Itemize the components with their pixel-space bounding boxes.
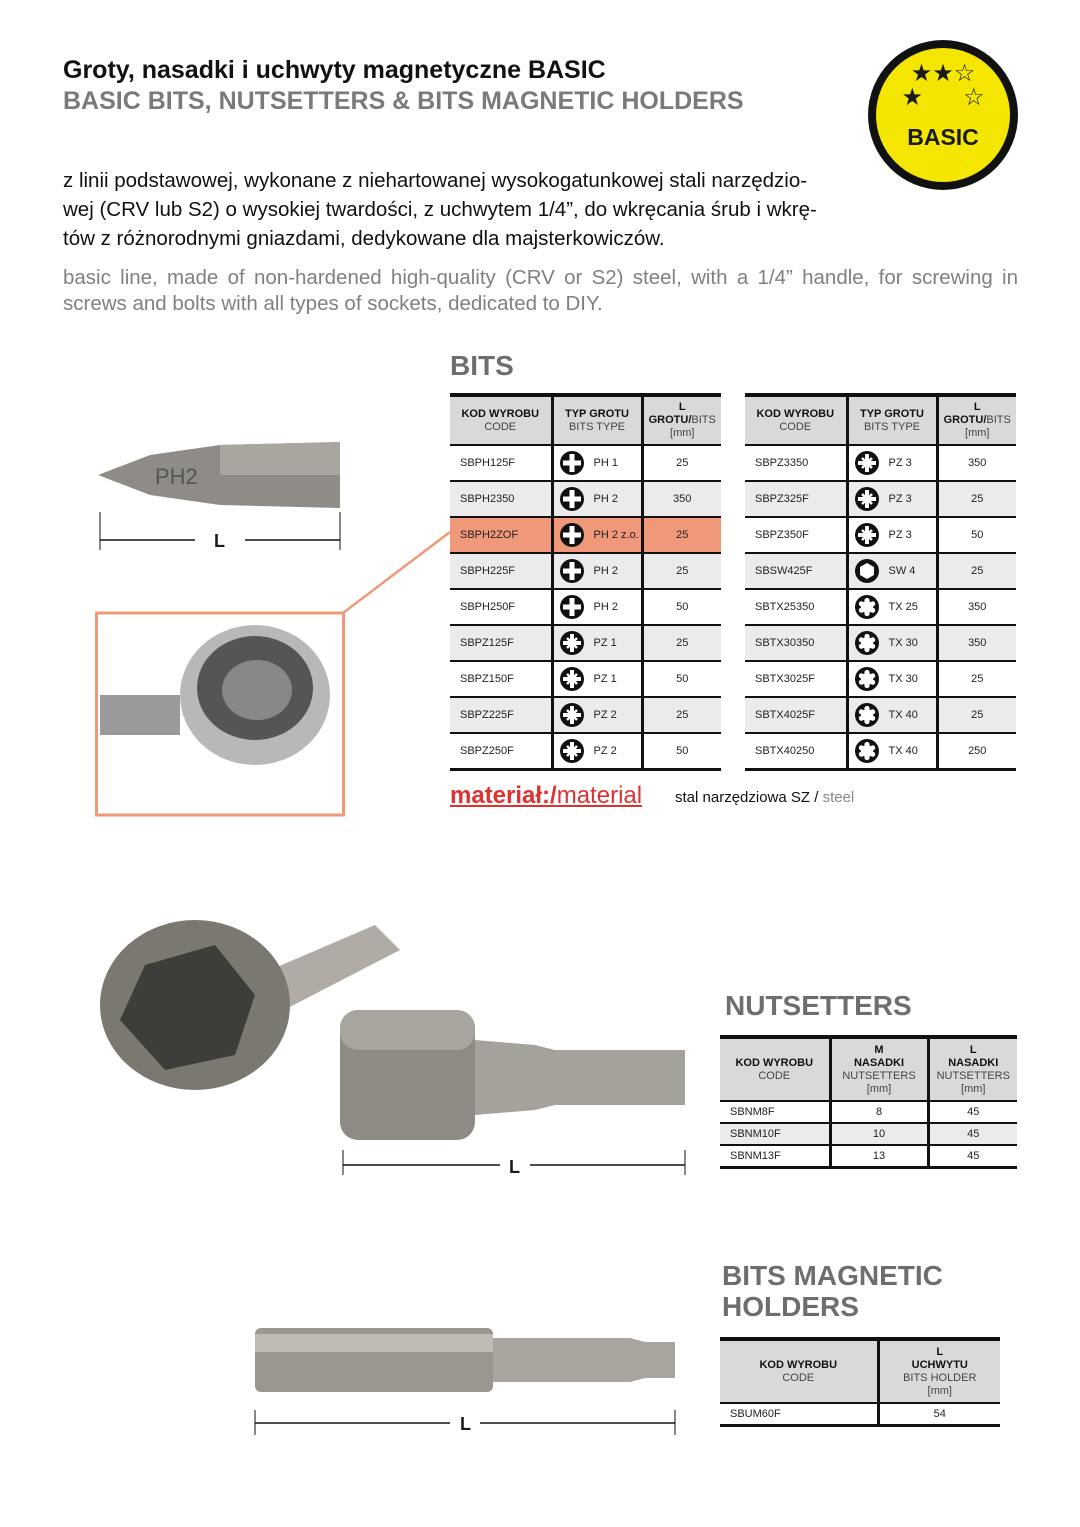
cell-type xyxy=(847,733,937,769)
cell-length: 25 xyxy=(937,661,1016,697)
description-pl: z linii podstawowej, wykonane z niehartowanej wysokogatunkowej stali narzędzio-wej (CRV lub S2) o wysokiej twardości, z uchwytem 1/4”, do wkręcania śrub i wkrę-tów z różnorodnymi gniazdami, dedykowane dla majsterkowiczów. xyxy=(63,169,817,250)
holder-dimension-label: L xyxy=(460,1414,471,1434)
type-label: TX 30 xyxy=(888,636,918,649)
header-code xyxy=(720,1339,878,1403)
torx-icon xyxy=(855,595,879,619)
l-en: BITS HOLDER xyxy=(903,1371,977,1384)
header-length xyxy=(642,395,721,445)
nutsetter-dimension-label: L xyxy=(509,1157,520,1177)
header-type xyxy=(847,395,937,445)
phillips-icon xyxy=(560,487,584,511)
pozidriv-icon xyxy=(855,487,879,511)
cell-length: 350 xyxy=(642,481,721,517)
cell-code: SBPZ225F xyxy=(450,697,552,733)
table-row xyxy=(450,481,721,517)
type-pl: TYP GROTU xyxy=(860,407,924,420)
cell-code: SBPH250F xyxy=(450,589,552,625)
holders-table xyxy=(720,1337,1000,1427)
table-row xyxy=(745,589,1016,625)
badge-label: BASIC xyxy=(907,124,979,150)
cell-type xyxy=(847,553,937,589)
len-l: L xyxy=(973,401,981,413)
header-length xyxy=(937,395,1016,445)
phillips-icon xyxy=(560,559,584,583)
type-label: PH 2 xyxy=(593,492,618,505)
table-header xyxy=(720,1339,1000,1403)
material-label-pl: materiał:/ xyxy=(450,782,557,809)
m-pl: NASADKI xyxy=(853,1056,905,1069)
title-pl: Groty, nasadki i uchwyty magnetyczne BASIC xyxy=(63,56,606,84)
table-row xyxy=(450,553,721,589)
pozidriv-icon xyxy=(560,739,584,763)
cell-code: SBPH225F xyxy=(450,553,552,589)
cell-type xyxy=(552,553,642,589)
cell-length: 50 xyxy=(642,733,721,769)
table-row xyxy=(720,1101,1017,1123)
hex-icon xyxy=(855,559,879,583)
cell-code: SBPH2ZOF xyxy=(450,517,552,553)
cell-code: SBPZ3350 xyxy=(745,445,847,481)
cell-type xyxy=(847,697,937,733)
material-value-pl: stal narzędziowa SZ / xyxy=(675,789,823,806)
header-code xyxy=(450,395,552,445)
table-row xyxy=(745,625,1016,661)
code-en: CODE xyxy=(758,1069,791,1082)
cell-type xyxy=(552,697,642,733)
table-row xyxy=(745,481,1016,517)
type-label: TX 40 xyxy=(888,744,918,757)
table-row xyxy=(745,733,1016,769)
cell-length: 50 xyxy=(642,661,721,697)
l-en: NUTSETTERS xyxy=(936,1069,1010,1082)
m: M xyxy=(874,1043,884,1056)
len-pl: GROTU/ xyxy=(648,414,692,426)
type-label: TX 40 xyxy=(888,708,918,721)
cell-length: 25 xyxy=(937,553,1016,589)
cell-type xyxy=(552,445,642,481)
basic-badge xyxy=(868,40,1018,190)
pozidriv-icon xyxy=(855,451,879,475)
cell-code: SBTX25350 xyxy=(745,589,847,625)
cell-type xyxy=(847,589,937,625)
type-label: PZ 3 xyxy=(888,456,912,469)
holders-title-line1: BITS MAGNETIC xyxy=(722,1260,943,1291)
cell-code: SBPH2350 xyxy=(450,481,552,517)
m-en: NUTSETTERS xyxy=(842,1069,916,1082)
type-label: PH 2 z.o. xyxy=(593,528,639,541)
table-header xyxy=(720,1037,1017,1101)
cell-code: SBTX40250 xyxy=(745,733,847,769)
cell-code: SBUM60F xyxy=(720,1403,878,1425)
bits-table-right xyxy=(745,393,1016,771)
cell-l: 45 xyxy=(928,1101,1017,1123)
cell-length: 250 xyxy=(937,733,1016,769)
cell-length: 350 xyxy=(937,589,1016,625)
l-unit: [mm] xyxy=(927,1384,952,1397)
cell-code: SBNM13F xyxy=(720,1145,830,1167)
table-row xyxy=(450,589,721,625)
bits-table-left xyxy=(450,393,721,771)
table-row xyxy=(745,445,1016,481)
header-code xyxy=(745,395,847,445)
holders-title-line2: HOLDERS xyxy=(722,1291,859,1322)
cell-length: 25 xyxy=(642,697,721,733)
cell-type xyxy=(552,625,642,661)
stars-icon: ★★☆ ★ ☆ xyxy=(901,60,985,111)
material-label-en: material xyxy=(556,782,643,809)
type-label: PZ 3 xyxy=(888,492,912,505)
table-row xyxy=(720,1123,1017,1145)
phillips-icon xyxy=(560,451,584,475)
cell-m: 8 xyxy=(830,1101,928,1123)
l: L xyxy=(969,1043,977,1056)
code-pl: KOD WYROBU xyxy=(756,407,835,420)
cell-type xyxy=(552,481,642,517)
table-header xyxy=(745,395,1016,445)
code-en: CODE xyxy=(779,420,812,433)
code-pl: KOD WYROBU xyxy=(759,1358,838,1371)
cell-length: 25 xyxy=(642,517,721,553)
holders-section-title xyxy=(722,1260,943,1322)
description-en-line2: screws and bolts with all types of sockets, dedicated to DIY. xyxy=(63,292,603,315)
table-row xyxy=(720,1145,1017,1167)
cell-code: SBPH125F xyxy=(450,445,552,481)
table-row xyxy=(450,625,721,661)
type-label: TX 25 xyxy=(888,600,918,613)
cell-length: 350 xyxy=(937,445,1016,481)
l-pl: UCHWYTU xyxy=(911,1358,968,1371)
torx-icon xyxy=(855,703,879,727)
cell-code: SBTX4025F xyxy=(745,697,847,733)
material-label xyxy=(450,782,642,810)
cell-type xyxy=(552,661,642,697)
type-en: BITS TYPE xyxy=(568,420,626,433)
type-label: PH 2 xyxy=(593,600,618,613)
type-label: PZ 3 xyxy=(888,528,912,541)
type-label: PH 1 xyxy=(593,456,618,469)
table-row xyxy=(745,553,1016,589)
nutsetters-table xyxy=(720,1035,1017,1169)
len-en: BITS xyxy=(986,414,1011,426)
type-pl: TYP GROTU xyxy=(565,407,629,420)
table-row xyxy=(720,1403,1000,1425)
cell-length: 25 xyxy=(642,553,721,589)
material-value-en: steel xyxy=(822,789,855,806)
type-en: BITS TYPE xyxy=(863,420,921,433)
cell-length: 25 xyxy=(937,697,1016,733)
len-l: L xyxy=(678,401,686,413)
cell-l: 45 xyxy=(928,1123,1017,1145)
bit-dimension-label: L xyxy=(214,531,225,551)
table-row xyxy=(745,697,1016,733)
cell-code: SBTX3025F xyxy=(745,661,847,697)
type-label: PH 2 xyxy=(593,564,618,577)
cell-code: SBSW425F xyxy=(745,553,847,589)
header-m xyxy=(830,1037,928,1101)
table-row xyxy=(745,661,1016,697)
code-pl: KOD WYROBU xyxy=(461,407,540,420)
cell-type xyxy=(552,733,642,769)
cell-l: 45 xyxy=(928,1145,1017,1167)
l-pl: NASADKI xyxy=(948,1056,999,1069)
cell-code: SBPZ250F xyxy=(450,733,552,769)
bits-section-title: BITS xyxy=(450,350,514,381)
cell-type xyxy=(847,481,937,517)
cell-m: 10 xyxy=(830,1123,928,1145)
table-row xyxy=(745,517,1016,553)
cell-code: SBPZ350F xyxy=(745,517,847,553)
pozidriv-icon xyxy=(560,667,584,691)
code-pl: KOD WYROBU xyxy=(735,1056,814,1069)
code-en: CODE xyxy=(782,1371,815,1384)
cell-type xyxy=(847,661,937,697)
type-label: PZ 2 xyxy=(593,708,617,721)
header-code xyxy=(720,1037,830,1101)
cell-code: SBPZ150F xyxy=(450,661,552,697)
cell-type xyxy=(552,589,642,625)
type-label: TX 30 xyxy=(888,672,918,685)
phillips-icon xyxy=(560,595,584,619)
title-en: BASIC BITS, NUTSETTERS & BITS MAGNETIC HOLDERS xyxy=(63,87,744,115)
header-l xyxy=(928,1037,1017,1101)
cell-length: 50 xyxy=(642,589,721,625)
description-en-line1: basic line, made of non-hardened high-quality (CRV or S2) steel, with a 1/4” handle, for screwing in xyxy=(63,266,1018,289)
type-label: PZ 2 xyxy=(593,744,617,757)
cell-m: 13 xyxy=(830,1145,928,1167)
cell-type xyxy=(847,517,937,553)
nutsetters-section-title: NUTSETTERS xyxy=(725,990,912,1021)
header-l xyxy=(878,1339,1000,1403)
table-row xyxy=(450,733,721,769)
m-unit: [mm] xyxy=(866,1082,892,1095)
len-en: BITS xyxy=(691,414,716,426)
pozidriv-icon xyxy=(560,631,584,655)
cell-code: SBPZ325F xyxy=(745,481,847,517)
cell-type xyxy=(847,445,937,481)
cell-length: 50 xyxy=(937,517,1016,553)
torx-icon xyxy=(855,739,879,763)
cell-length: 25 xyxy=(642,445,721,481)
l-unit: [mm] xyxy=(961,1082,986,1095)
cell-type xyxy=(552,517,642,553)
nutsetter-image xyxy=(85,905,695,1185)
cell-code: SBPZ125F xyxy=(450,625,552,661)
pozidriv-icon xyxy=(855,523,879,547)
len-unit: [mm] xyxy=(965,427,990,439)
cell-l: 54 xyxy=(878,1403,1000,1425)
zoom-callout xyxy=(95,530,455,820)
pozidriv-icon xyxy=(560,703,584,727)
type-label: PZ 1 xyxy=(593,636,617,649)
cell-length: 350 xyxy=(937,625,1016,661)
table-header xyxy=(450,395,721,445)
type-label: SW 4 xyxy=(888,564,916,577)
phillips-icon xyxy=(560,523,584,547)
cell-code: SBNM10F xyxy=(720,1123,830,1145)
table-row xyxy=(450,517,721,553)
code-en: CODE xyxy=(484,420,517,433)
len-pl: GROTU/ xyxy=(943,414,987,426)
cell-type xyxy=(847,625,937,661)
torx-icon xyxy=(855,667,879,691)
bit-marking: PH2 xyxy=(155,464,198,489)
torx-icon xyxy=(855,631,879,655)
table-row xyxy=(450,697,721,733)
table-row xyxy=(450,445,721,481)
l: L xyxy=(936,1345,944,1358)
type-label: PZ 1 xyxy=(593,672,617,685)
table-row xyxy=(450,661,721,697)
cell-length: 25 xyxy=(937,481,1016,517)
header-type xyxy=(552,395,642,445)
cell-code: SBTX30350 xyxy=(745,625,847,661)
cell-length: 25 xyxy=(642,625,721,661)
len-unit: [mm] xyxy=(670,427,695,439)
cell-code: SBNM8F xyxy=(720,1101,830,1123)
material-value xyxy=(675,789,854,806)
